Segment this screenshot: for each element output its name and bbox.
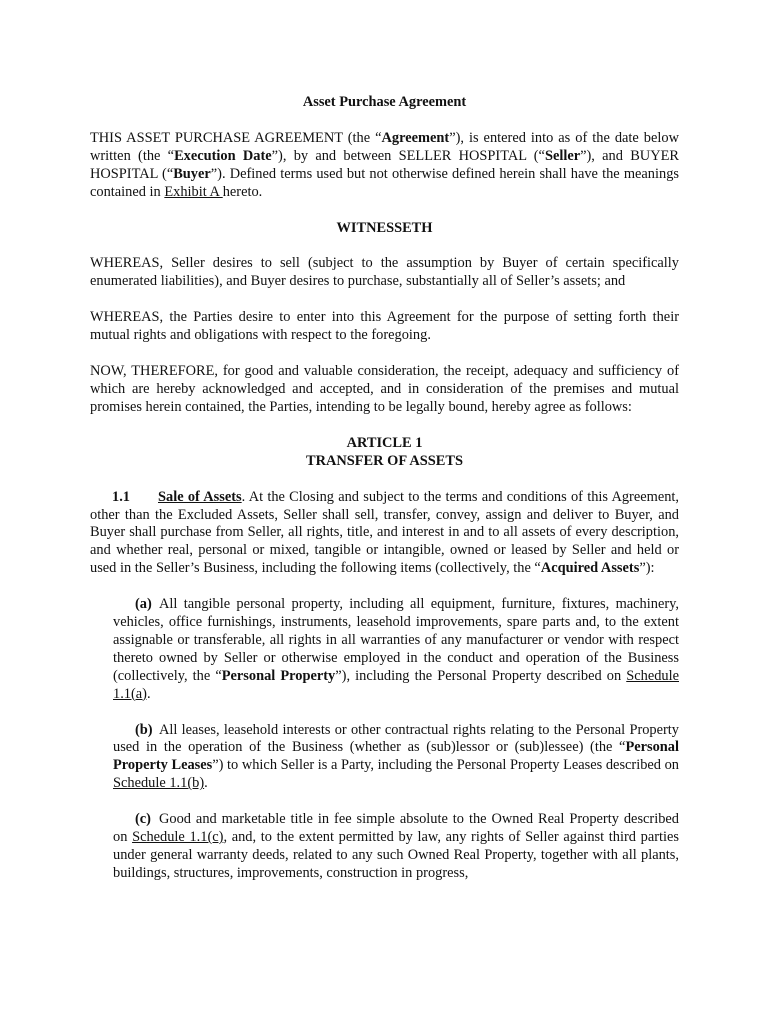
schedule-1-1b-reference: Schedule 1.1(b)	[113, 775, 205, 792]
term-seller: Seller	[544, 147, 581, 164]
subsection-a-text-3: .	[146, 685, 151, 702]
section-text-1: . At the Closing and subject to the terms and conditions of this Agreement, other than the Excluded Assets, Seller shall sell, transfer, convey, assign and deliver to Buyer, and Buyer shall purchase from Seller, all rights, title, and interest in and to all assets of every description, and whether real, personal or mixed, tangible or intangible, owned or leased by Seller and held or used in the Seller’s Business, including the following items (collectively, the “	[90, 488, 679, 577]
document-body	[90, 94, 679, 883]
schedule-1-1c-reference: Schedule 1.1(c)	[132, 829, 224, 846]
intro-text-5: ”). Defined terms used but not otherwise defined herein shall have the meanings contained in	[90, 165, 679, 200]
subsection-a-text-2: ”), including the Personal Property described on	[335, 667, 627, 684]
section-1-1	[90, 489, 679, 579]
subsection-label: (a)	[135, 596, 152, 613]
subsection-b-text-3: .	[204, 775, 208, 792]
subsection-a	[113, 596, 679, 703]
subsection-c-text-2: , and, to the extent permitted by law, any rights of Seller against third parties under general warranty deeds, related to any such Owned Real Property, together with all plants, buildings, structures, improvements, construction in progress,	[113, 829, 679, 881]
intro-text-4: ”), and BUYER HOSPITAL (“	[90, 147, 679, 182]
section-number: 1.1	[112, 488, 130, 505]
intro-text-1: THIS ASSET PURCHASE AGREEMENT (the “	[90, 129, 382, 146]
subsection-a-text-1: All tangible personal property, including all equipment, furniture, fixtures, machinery, vehicles, office furnishings, instruments, leasehold improvements, spare parts and, to the extent assignable or transferable, all rights in all warranties of any manufacturer or vendor with respect thereto owned by Seller or otherwise employed in the conduct and operation of the Business (collectively, the “	[113, 596, 679, 684]
subsection-label: (b)	[135, 721, 153, 738]
term-personal-property: Personal Property	[221, 667, 336, 684]
term-personal-property-leases: Personal Property Leases	[113, 739, 679, 774]
intro-text-2: ”), is entered into as of the date below written (the “	[90, 129, 679, 164]
subsection-b	[113, 722, 679, 794]
document-title: Asset Purchase Agreement	[302, 94, 467, 110]
whereas-paragraph-2: WHEREAS, the Parties desire to enter into this Agreement for the purpose of setting forth their mutual rights and obligations with respect to the foregoing.	[90, 309, 679, 344]
article-heading: TRANSFER OF ASSETS	[305, 452, 463, 469]
intro-text-3: ”), by and between SELLER HOSPITAL (“	[271, 147, 545, 164]
whereas-paragraph-1: WHEREAS, Seller desires to sell (subject to the assumption by Buyer of certain specifically enumerated liabilities), and Buyer desires to purchase, substantially all of Seller’s assets; and	[90, 255, 679, 290]
subsection-b-text-1: All leases, leasehold interests or other contractual rights relating to the Personal Property used in the operation of the Business (whether as (sub)lessor or (sub)lessee) (the “	[113, 721, 679, 756]
section-text-2: ”):	[639, 560, 655, 577]
term-acquired-assets: Acquired Assets	[540, 560, 640, 577]
term-buyer: Buyer	[173, 165, 211, 182]
intro-paragraph	[90, 130, 679, 202]
schedule-1-1a-reference: Schedule 1.1(a)	[113, 667, 679, 702]
exhibit-a-reference: Exhibit A	[164, 183, 223, 200]
witnesseth-heading: WITNESSETH	[336, 219, 433, 236]
subsection-b-text-2: ”) to which Seller is a Party, including the Personal Property Leases described on	[212, 757, 679, 774]
intro-text-6: hereto.	[222, 183, 263, 200]
term-agreement: Agreement	[381, 129, 450, 146]
subsection-c-text-1: Good and marketable title in fee simple absolute to the Owned Real Property described on	[113, 811, 679, 846]
subsection-c	[113, 811, 679, 883]
now-therefore-paragraph: NOW, THEREFORE, for good and valuable consideration, the receipt, adequacy and sufficiency of which are hereby acknowledged and accepted, and in consideration of the premises and mutual promises herein contained, the Parties, intending to be legally bound, hereby agree as follows:	[90, 363, 679, 415]
term-execution-date: Execution Date	[174, 147, 272, 164]
subsection-label: (c)	[135, 811, 151, 828]
article-number: ARTICLE 1	[346, 434, 423, 451]
section-title: Sale of Assets	[158, 488, 242, 505]
